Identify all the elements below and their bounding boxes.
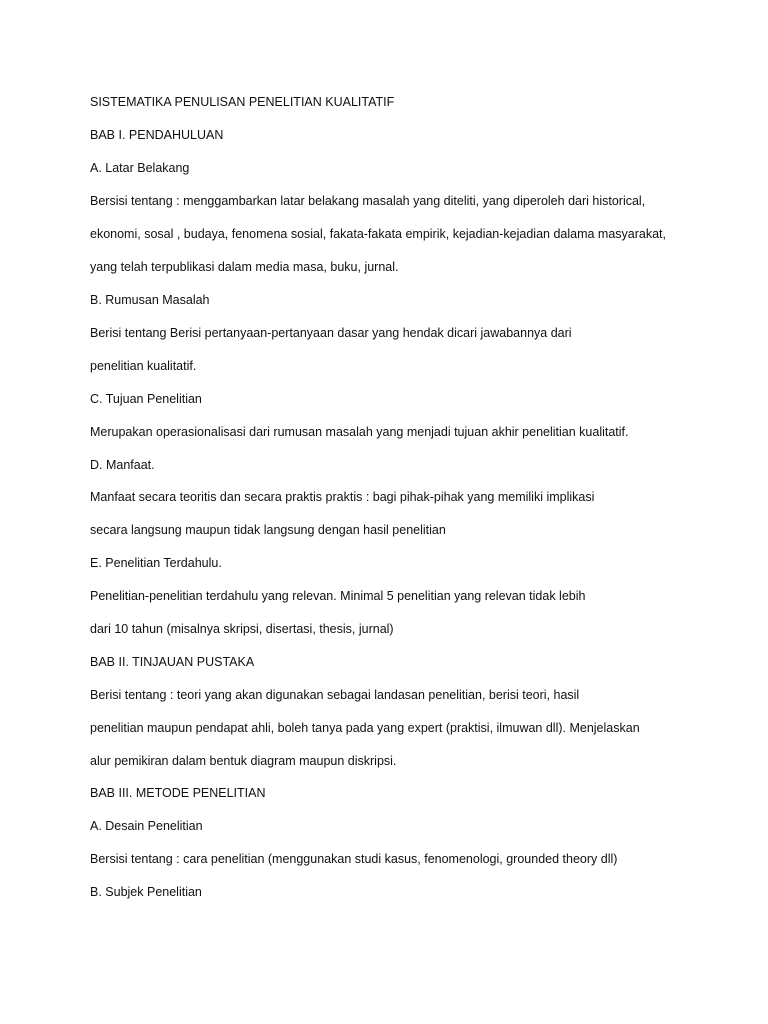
bab1-c-body-line-1: Merupakan operasionalisasi dari rumusan masalah yang menjadi tujuan akhir penelitian kualitatif.	[90, 425, 629, 439]
bab2-heading: BAB II. TINJAUAN PUSTAKA	[90, 655, 255, 669]
bab3-b-heading: B. Subjek Penelitian	[90, 885, 202, 899]
bab1-e-body-line-1: Penelitian-penelitian terdahulu yang relevan. Minimal 5 penelitian yang relevan tidak lebih	[90, 589, 586, 603]
bab1-a-body-line-1: Bersisi tentang : menggambarkan latar belakang masalah yang diteliti, yang diperoleh dari historical,	[90, 194, 646, 208]
bab1-a-body-line-3: yang telah terpublikasi dalam media masa, buku, jurnal.	[90, 260, 399, 274]
bab1-c-heading: C. Tujuan Penelitian	[90, 392, 202, 406]
bab1-d-body-line-2: secara langsung maupun tidak langsung dengan hasil penelitian	[90, 523, 446, 537]
bab1-heading: BAB I. PENDAHULUAN	[90, 128, 224, 142]
bab1-b-body-line-1: Berisi tentang Berisi pertanyaan-pertanyaan dasar yang hendak dicari jawabannya dari	[90, 326, 572, 340]
bab3-heading: BAB III. METODE PENELITIAN	[90, 786, 266, 800]
bab1-a-body-line-2: ekonomi, sosal , budaya, fenomena sosial, fakata-fakata empirik, kejadian-kejadian dalama masyarakat,	[90, 227, 667, 241]
bab1-e-heading: E. Penelitian Terdahulu.	[90, 556, 222, 570]
bab1-b-body-line-2: penelitian kualitatif.	[90, 359, 197, 373]
document-title: SISTEMATIKA PENULISAN PENELITIAN KUALITATIF	[90, 95, 395, 109]
bab2-body-line-3: alur pemikiran dalam bentuk diagram maupun diskripsi.	[90, 754, 397, 768]
bab1-e-body-line-2: dari 10 tahun (misalnya skripsi, disertasi, thesis, jurnal)	[90, 622, 394, 636]
bab2-body-line-1: Berisi tentang : teori yang akan digunakan sebagai landasan penelitian, berisi teori, hasil	[90, 688, 580, 702]
bab2-body-line-2: penelitian maupun pendapat ahli, boleh tanya pada yang expert (praktisi, ilmuwan dll). Menjelaskan	[90, 721, 640, 735]
bab3-a-heading: A. Desain Penelitian	[90, 819, 203, 833]
bab1-a-heading: A. Latar Belakang	[90, 161, 190, 175]
bab1-d-body-line-1: Manfaat secara teoritis dan secara praktis praktis : bagi pihak-pihak yang memiliki implikasi	[90, 490, 595, 504]
bab1-d-heading: D. Manfaat.	[90, 458, 155, 472]
bab3-a-body-line-1: Bersisi tentang : cara penelitian (menggunakan studi kasus, fenomenologi, grounded theory dll)	[90, 852, 618, 866]
bab1-b-heading: B. Rumusan Masalah	[90, 293, 210, 307]
